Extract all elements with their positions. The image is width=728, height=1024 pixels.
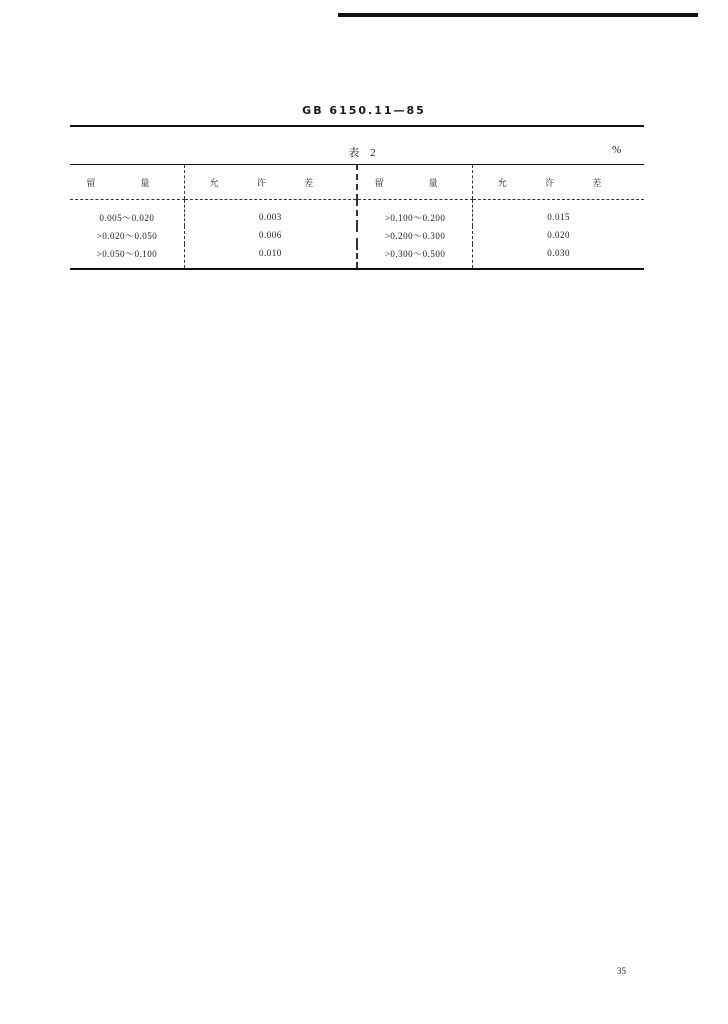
table-cell: >0.050～0.100 (70, 244, 184, 269)
header-rule (70, 125, 644, 127)
table-cell: 0.020 (473, 226, 644, 244)
table-cell: 0.005～0.020 (99, 212, 155, 223)
standard-code: GB 6150.11—85 (302, 104, 426, 117)
header-tolerance-1: 允 许 差 (184, 165, 357, 200)
table-cell: 0.003 (184, 200, 357, 227)
top-rule (338, 13, 698, 17)
header-content-2: 留 量 (357, 165, 473, 200)
table-cell: 0.030 (473, 244, 644, 269)
table-title: 表 2 (348, 147, 380, 159)
table-header-row (70, 165, 644, 200)
table-cell: >0.300～0.500 (357, 244, 473, 269)
table-cell: 0.015 (473, 200, 644, 227)
header-tolerance-2: 允 许 差 (473, 165, 644, 200)
table-unit: % (612, 144, 622, 156)
tolerance-table (70, 164, 644, 270)
table-cell: 0.010 (184, 244, 357, 269)
table-row (70, 200, 644, 227)
table-row (70, 244, 644, 269)
table-cell: >0.100～0.200 (357, 200, 473, 227)
table-row (70, 226, 644, 244)
table-cell: >0.020～0.050 (96, 230, 158, 241)
table-cell: 0.006 (184, 226, 357, 244)
table-cell: >0.200～0.300 (357, 226, 473, 244)
header-content-1: 留 量 (70, 165, 184, 200)
page-number: 35 (617, 966, 626, 976)
